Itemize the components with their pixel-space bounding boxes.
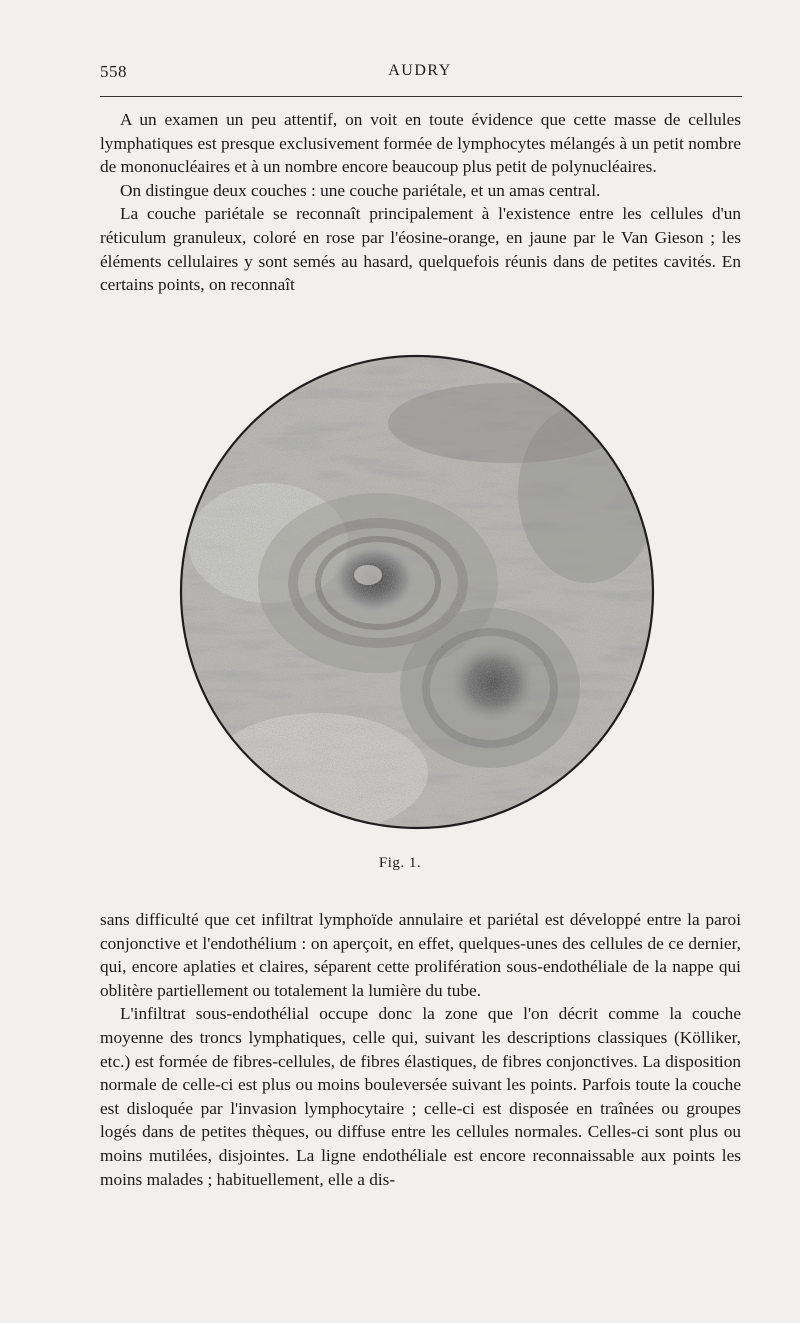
page-number: 558 (100, 62, 127, 81)
body-text-bottom (100, 908, 741, 1191)
paragraph: La couche pariétale se reconnaît principalement à l'existence entre les cellules d'un réticulum granuleux, coloré en rose par l'éosine-orange, en jaune par le Van Gieson ; les éléments cellulaires y sont semés au hasard, quelquefois réunis dans de petites cavités. En certains points, on reconnaît (100, 204, 741, 295)
figure-caption: Fig. 1. (378, 855, 422, 871)
paragraph: On distingue deux couches : une couche pariétale, et un amas central. (120, 180, 601, 200)
header-rule (100, 96, 742, 97)
micrograph-figure (178, 353, 656, 831)
micrograph-image (178, 353, 656, 831)
paragraph: A un examen un peu attentif, on voit en toute évidence que cette masse de cellules lymphatiques est presque exclusivement formée de lymphocytes mélangés à un petit nombre de mononucléaires et à un nombre encore beaucoup plus petit de polynucléaires. (100, 110, 741, 177)
paragraph: L'infiltrat sous-endothélial occupe donc la zone que l'on décrit comme la couche moyenne des troncs lymphatiques, celle qui, suivant les descriptions classiques (Kölliker, etc.) est formée de fibres-cellules, de fibres élastiques, de fibres conjonctives. La disposition normale de celle-ci est plus ou moins bouleversée suivant les points. Parfois toute la couche est disloquée par l'invasion lymphocytaire ; celle-ci est disposée en traînées ou groupes logés dans de petites thèques, ou diffuse entre les cellules normales. Celles-ci sont plus ou moins mutilées, disjointes. La ligne endothéliale est encore reconnaissable aux points les moins malades ; habituellement, elle a dis- (100, 1004, 741, 1189)
paragraph: sans difficulté que cet infiltrat lymphoïde annulaire et pariétal est développé entre la paroi conjonctive et l'endothélium : on aperçoit, en effet, quelques-unes des cellules de ce dernier, qui, encore aplaties et claires, séparent cette prolifération sous-endothéliale de la nappe qui oblitère partiellement ou totalement la lumière du tube. (100, 910, 741, 1000)
body-text-top (100, 108, 741, 297)
page-header (100, 58, 740, 88)
running-head: AUDRY (388, 62, 452, 79)
